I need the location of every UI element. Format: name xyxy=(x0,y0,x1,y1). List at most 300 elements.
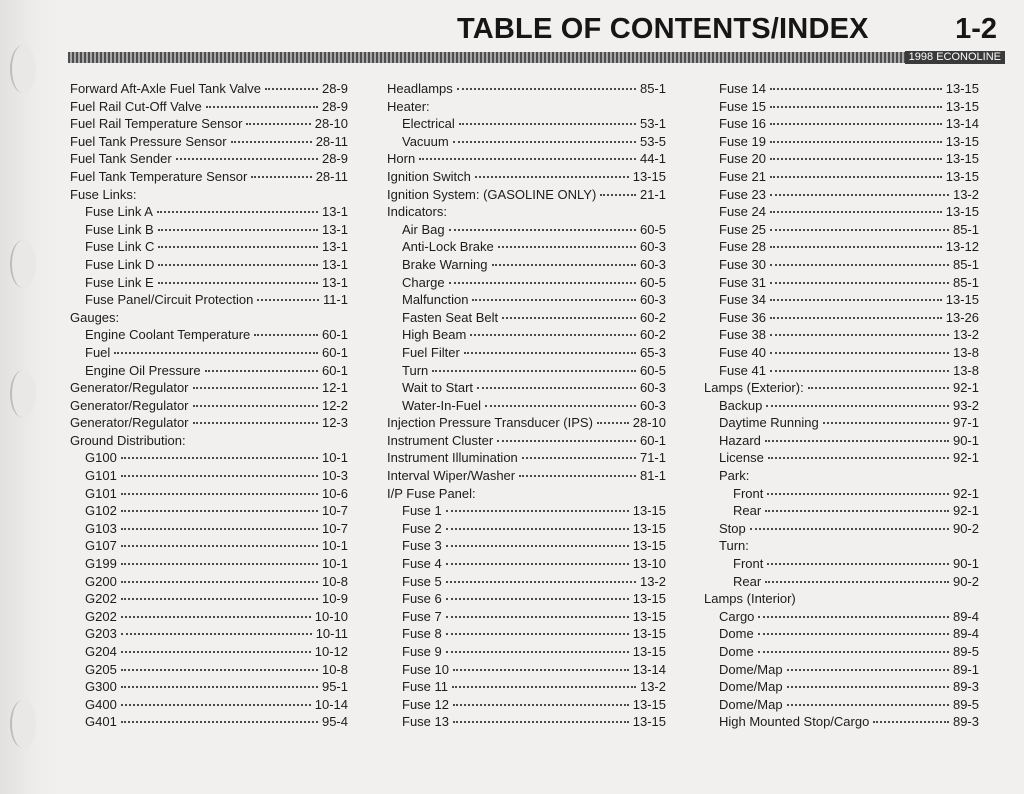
index-entry-page: 10-1 xyxy=(321,538,348,554)
dot-leader xyxy=(464,352,636,354)
dot-leader xyxy=(251,176,311,178)
dot-leader xyxy=(758,616,949,618)
index-entry-page: 13-15 xyxy=(632,608,666,624)
dot-leader xyxy=(265,88,318,90)
index-entry xyxy=(387,467,666,485)
dot-leader xyxy=(121,721,318,723)
index-entry xyxy=(704,221,979,239)
dot-leader xyxy=(470,334,636,336)
index-entry xyxy=(387,520,666,538)
index-entry xyxy=(387,608,666,626)
index-entry-label: Fuse 4 xyxy=(402,556,442,572)
dot-leader xyxy=(121,493,318,495)
index-entry-page: 92-1 xyxy=(952,450,979,466)
index-entry-label: Generator/Regulator xyxy=(70,380,189,396)
dot-leader xyxy=(206,106,318,108)
index-entry-page: 60-5 xyxy=(639,274,666,290)
index-entry-label: Gauges: xyxy=(70,309,120,325)
index-entry-label: G101 xyxy=(85,485,117,501)
index-entry-label: Cargo xyxy=(719,608,755,624)
index-entry-page: 89-5 xyxy=(952,696,979,712)
index-entry-page: 60-1 xyxy=(321,362,348,378)
index-entry-page: 13-15 xyxy=(945,133,979,149)
index-entry xyxy=(387,186,666,204)
dot-leader xyxy=(446,545,629,547)
index-entry-page: 13-2 xyxy=(639,679,666,695)
index-entry-page: 85-1 xyxy=(952,256,979,272)
dot-leader xyxy=(823,422,949,424)
index-entry xyxy=(70,678,348,696)
index-entry-label: Fuse Links: xyxy=(70,186,137,202)
index-entry-page: 10-1 xyxy=(321,556,348,572)
index-entry-page: 13-1 xyxy=(321,256,348,272)
index-entry xyxy=(70,661,348,679)
index-entry xyxy=(387,115,666,133)
index-entry-label: Fuse Panel/Circuit Protection xyxy=(85,292,254,308)
index-entry-label: Fuse 28 xyxy=(719,239,766,255)
index-entry xyxy=(70,362,348,380)
index-entry-page: 13-1 xyxy=(321,239,348,255)
index-entry xyxy=(704,186,979,204)
index-entry xyxy=(704,309,979,327)
index-entry-label: Fuse 6 xyxy=(402,591,442,607)
index-entry-page: 60-3 xyxy=(639,256,666,272)
dot-leader xyxy=(257,299,319,301)
dot-leader xyxy=(446,510,629,512)
dot-leader xyxy=(597,422,629,424)
dot-leader xyxy=(158,229,318,231)
dot-leader xyxy=(246,123,310,125)
index-entry-label: Electrical xyxy=(402,116,455,132)
dot-leader xyxy=(770,370,949,372)
index-entry-page: 89-1 xyxy=(952,661,979,677)
index-entry-page: 13-15 xyxy=(632,714,666,730)
index-entry xyxy=(70,115,348,133)
index-entry-label: G300 xyxy=(85,679,117,695)
dot-leader xyxy=(121,475,318,477)
dot-leader xyxy=(770,317,942,319)
index-entry-label: Engine Oil Pressure xyxy=(85,362,201,378)
index-entry-label: Fuse 1 xyxy=(402,503,442,519)
dot-leader xyxy=(770,194,949,196)
index-entry xyxy=(704,449,979,467)
index-entry-label: Fuse 21 xyxy=(719,168,766,184)
index-entry-page: 10-14 xyxy=(314,696,348,712)
index-entry-page: 28-9 xyxy=(321,81,348,96)
index-entry-label: High Mounted Stop/Cargo xyxy=(719,714,870,730)
index-entry xyxy=(387,362,666,380)
index-entry xyxy=(704,537,979,555)
index-entry xyxy=(70,256,348,274)
index-entry-label: Fuse 9 xyxy=(402,644,442,659)
index-entry-label: Engine Coolant Temperature xyxy=(85,327,251,343)
index-entry xyxy=(70,150,348,168)
dot-leader xyxy=(121,669,318,671)
index-entry xyxy=(387,238,666,256)
index-entry-page: 13-15 xyxy=(632,696,666,712)
index-entry-page: 92-1 xyxy=(952,503,979,519)
dot-leader xyxy=(758,651,949,653)
index-entry-label: Fuse 36 xyxy=(719,309,766,325)
index-entry-page: 53-5 xyxy=(639,133,666,149)
index-entry-page: 10-7 xyxy=(321,520,348,536)
index-entry-label: Fuse 19 xyxy=(719,133,766,149)
dot-leader xyxy=(770,141,942,143)
dot-leader xyxy=(121,598,318,600)
index-entry xyxy=(704,661,979,679)
index-entry-page: 89-5 xyxy=(952,644,979,659)
dot-leader xyxy=(477,387,636,389)
index-entry-label: Lamps (Interior) xyxy=(704,591,796,607)
index-entry-label: Fuel Tank Temperature Sensor xyxy=(70,168,248,184)
index-entry xyxy=(704,98,979,116)
dot-leader xyxy=(770,158,942,160)
index-entry-label: Generator/Regulator xyxy=(70,415,189,431)
index-entry-label: Fuse 15 xyxy=(719,98,766,114)
index-entry-label: G199 xyxy=(85,556,117,572)
index-entry xyxy=(70,168,348,186)
index-entry-label: Anti-Lock Brake xyxy=(402,239,494,255)
dot-leader xyxy=(446,616,629,618)
index-entry-label: Fuse 7 xyxy=(402,608,442,624)
index-entry-page: 85-1 xyxy=(639,81,666,96)
index-entry xyxy=(704,238,979,256)
index-entry-label: Fuse 5 xyxy=(402,573,442,589)
dot-leader xyxy=(472,299,635,301)
index-entry xyxy=(70,379,348,397)
index-entry-page: 71-1 xyxy=(639,450,666,466)
index-entry-page: 13-15 xyxy=(632,591,666,607)
index-entry xyxy=(387,309,666,327)
index-entry-page: 60-3 xyxy=(639,380,666,396)
index-entry xyxy=(704,432,979,450)
index-entry-label: Fuse 3 xyxy=(402,538,442,554)
index-entry xyxy=(387,661,666,679)
index-entry xyxy=(704,362,979,380)
binder-hole xyxy=(10,700,36,748)
dot-leader xyxy=(498,246,636,248)
index-entry-page: 13-1 xyxy=(321,221,348,237)
index-entry-label: Fasten Seat Belt xyxy=(402,309,499,325)
index-entry xyxy=(70,555,348,573)
dot-leader xyxy=(121,616,311,618)
dot-leader xyxy=(432,370,636,372)
dot-leader xyxy=(158,282,318,284)
dot-leader xyxy=(770,211,942,213)
index-entry xyxy=(387,168,666,186)
dot-leader xyxy=(767,563,949,565)
index-entry xyxy=(704,713,979,731)
index-entry xyxy=(70,274,348,292)
index-entry-label: G100 xyxy=(85,450,117,466)
index-entry xyxy=(70,485,348,503)
dot-leader xyxy=(770,299,942,301)
index-entry-label: Fuse 13 xyxy=(402,714,449,730)
index-entry-page: 89-4 xyxy=(952,626,979,642)
index-entry-page: 90-1 xyxy=(952,432,979,448)
index-entry-page: 90-1 xyxy=(952,556,979,572)
dot-leader xyxy=(519,475,636,477)
dot-leader xyxy=(787,669,949,671)
dot-leader xyxy=(459,123,636,125)
index-entry xyxy=(70,98,348,116)
index-entry xyxy=(387,432,666,450)
dot-leader xyxy=(452,686,636,688)
dot-leader xyxy=(157,211,318,213)
dot-leader xyxy=(453,721,629,723)
index-entry xyxy=(387,625,666,643)
dot-leader xyxy=(873,721,949,723)
index-entry-label: G202 xyxy=(85,591,117,607)
index-entry xyxy=(70,133,348,151)
index-entry xyxy=(387,274,666,292)
index-entry-label: Indicators: xyxy=(387,204,447,220)
index-entry xyxy=(704,168,979,186)
dot-leader xyxy=(121,704,311,706)
index-entry-label: Dome xyxy=(719,644,754,659)
dot-leader xyxy=(121,563,318,565)
dot-leader xyxy=(446,528,629,530)
dot-leader xyxy=(600,194,636,196)
index-entry-page: 92-1 xyxy=(952,485,979,501)
index-entry xyxy=(70,696,348,714)
index-entry-page: 13-15 xyxy=(945,151,979,167)
index-entry-page: 44-1 xyxy=(639,151,666,167)
dot-leader xyxy=(787,686,949,688)
index-entry-page: 13-14 xyxy=(945,116,979,132)
dot-leader xyxy=(765,510,949,512)
index-entry-page: 60-1 xyxy=(639,432,666,448)
index-entry-label: Fuse 30 xyxy=(719,256,766,272)
index-entry-label: G400 xyxy=(85,696,117,712)
dot-leader xyxy=(492,264,636,266)
index-entry-page: 93-2 xyxy=(952,397,979,413)
dot-leader xyxy=(787,704,949,706)
index-entry xyxy=(387,555,666,573)
index-entry xyxy=(387,696,666,714)
index-entry-page: 60-3 xyxy=(639,397,666,413)
index-entry xyxy=(387,98,666,116)
binder-edge xyxy=(0,0,60,794)
index-entry-label: Turn xyxy=(402,362,429,378)
index-entry-label: G204 xyxy=(85,644,117,659)
index-entry-label: Rear xyxy=(733,503,762,519)
index-entry-page: 11-1 xyxy=(322,292,348,308)
index-entry-page: 60-1 xyxy=(321,344,348,360)
index-entry-label: Fuse 2 xyxy=(402,520,442,536)
index-entry xyxy=(70,414,348,432)
index-entry xyxy=(387,502,666,520)
index-entry-label: Heater: xyxy=(387,98,430,114)
index-entry-label: G202 xyxy=(85,608,117,624)
index-entry xyxy=(387,590,666,608)
index-entry-label: Rear xyxy=(733,573,762,589)
dot-leader xyxy=(121,686,318,688)
index-entry-label: Instrument Cluster xyxy=(387,432,494,448)
dot-leader xyxy=(770,282,949,284)
index-entry xyxy=(387,291,666,309)
index-entry-page: 28-9 xyxy=(321,151,348,167)
page-number: 1-2 xyxy=(955,13,997,45)
dot-leader xyxy=(121,510,318,512)
index-entry-page: 81-1 xyxy=(639,468,666,484)
index-entry-label: License xyxy=(719,450,764,466)
index-entry-page: 53-1 xyxy=(639,116,666,132)
index-entry xyxy=(387,449,666,467)
dot-leader xyxy=(770,352,949,354)
index-entry-label: G101 xyxy=(85,468,117,484)
index-entry xyxy=(704,502,979,520)
index-entry-label: Interval Wiper/Washer xyxy=(387,468,516,484)
page-title: TABLE OF CONTENTS/INDEX xyxy=(457,13,869,45)
index-entry-label: Front xyxy=(733,556,764,572)
dot-leader xyxy=(449,229,636,231)
index-entry xyxy=(387,379,666,397)
index-entry xyxy=(704,643,979,661)
dot-leader xyxy=(808,387,949,389)
index-entry-label: Fuse 25 xyxy=(719,221,766,237)
dot-leader xyxy=(193,387,318,389)
index-entry xyxy=(70,537,348,555)
index-entry-label: Dome/Map xyxy=(719,661,783,677)
index-entry-label: Fuse 23 xyxy=(719,186,766,202)
index-entry-label: Wait to Start xyxy=(402,380,474,396)
index-entry xyxy=(70,326,348,344)
dot-leader xyxy=(750,528,949,530)
dot-leader xyxy=(158,264,318,266)
dot-leader xyxy=(770,246,942,248)
index-column-2 xyxy=(387,80,666,731)
dot-leader xyxy=(453,669,629,671)
index-entry xyxy=(387,133,666,151)
index-entry xyxy=(704,520,979,538)
index-entry-page: 12-1 xyxy=(321,380,348,396)
index-entry-page: 10-8 xyxy=(321,661,348,677)
index-entry-label: Fuse 12 xyxy=(402,696,449,712)
index-entry xyxy=(387,344,666,362)
index-entry-page: 13-15 xyxy=(632,503,666,519)
index-entry-label: Lamps (Exterior): xyxy=(704,380,804,396)
index-entry-page: 10-1 xyxy=(321,450,348,466)
dot-leader xyxy=(770,334,949,336)
index-entry xyxy=(387,678,666,696)
index-entry xyxy=(70,713,348,731)
index-entry-label: Headlamps xyxy=(387,81,453,96)
dot-leader xyxy=(121,545,318,547)
index-entry xyxy=(704,80,979,98)
dot-leader xyxy=(485,405,636,407)
dot-leader xyxy=(770,176,942,178)
index-entry-label: Vacuum xyxy=(402,133,449,149)
index-entry xyxy=(704,274,979,292)
dot-leader xyxy=(770,264,949,266)
dot-leader xyxy=(121,457,318,459)
index-entry-page: 89-4 xyxy=(952,608,979,624)
index-entry xyxy=(704,608,979,626)
index-entry-page: 21-1 xyxy=(639,186,666,202)
index-entry-page: 13-15 xyxy=(945,204,979,220)
index-entry-page: 60-5 xyxy=(639,362,666,378)
index-entry-label: G401 xyxy=(85,714,117,730)
index-entry-page: 90-2 xyxy=(952,520,979,536)
index-entry-page: 95-4 xyxy=(321,714,348,730)
index-entry-label: Injection Pressure Transducer (IPS) xyxy=(387,415,593,431)
index-entry-page: 85-1 xyxy=(952,221,979,237)
index-entry xyxy=(70,643,348,661)
index-entry-label: Fuse Link D xyxy=(85,256,155,272)
dot-leader xyxy=(765,581,949,583)
index-entry-page: 28-11 xyxy=(315,168,348,184)
index-entry xyxy=(704,133,979,151)
index-entry-label: Daytime Running xyxy=(719,415,819,431)
index-entry xyxy=(704,573,979,591)
index-column-3 xyxy=(704,80,979,731)
index-entry-page: 13-15 xyxy=(632,626,666,642)
index-entry-label: Ignition Switch xyxy=(387,168,471,184)
index-column-1 xyxy=(70,80,348,731)
index-entry xyxy=(704,344,979,362)
index-entry-label: Fuse 31 xyxy=(719,274,766,290)
index-entry-page: 10-8 xyxy=(321,573,348,589)
index-entry-label: Fuel Rail Cut-Off Valve xyxy=(70,98,202,114)
index-entry-label: G203 xyxy=(85,626,117,642)
index-entry-page: 65-3 xyxy=(639,344,666,360)
index-entry-page: 13-15 xyxy=(632,520,666,536)
index-entry-page: 28-11 xyxy=(315,133,348,149)
index-entry-label: Turn: xyxy=(719,538,749,554)
index-entry xyxy=(704,203,979,221)
index-entry-label: Fuse 41 xyxy=(719,362,766,378)
index-entry-page: 10-7 xyxy=(321,503,348,519)
index-entry-label: Fuel Tank Sender xyxy=(70,151,172,167)
index-entry-page: 13-26 xyxy=(945,309,979,325)
index-entry-label: G103 xyxy=(85,520,117,536)
index-entry xyxy=(704,291,979,309)
index-entry-page: 13-15 xyxy=(945,292,979,308)
index-entry-page: 13-1 xyxy=(321,274,348,290)
index-entry-page: 28-10 xyxy=(314,116,348,132)
index-entry-page: 13-15 xyxy=(632,644,666,659)
index-entry xyxy=(70,432,348,450)
dot-leader xyxy=(770,88,942,90)
index-entry xyxy=(70,397,348,415)
dot-leader xyxy=(770,229,949,231)
index-entry-page: 10-6 xyxy=(321,485,348,501)
index-entry xyxy=(387,713,666,731)
index-entry-page: 89-3 xyxy=(952,714,979,730)
index-entry-page: 10-11 xyxy=(315,626,348,642)
index-entry-label: Fuse 16 xyxy=(719,116,766,132)
index-entry-page: 60-3 xyxy=(639,292,666,308)
binder-hole xyxy=(10,370,36,418)
index-entry xyxy=(70,238,348,256)
dot-leader xyxy=(193,405,318,407)
index-entry-page: 95-1 xyxy=(321,679,348,695)
index-entry-label: Instrument Illumination xyxy=(387,450,518,466)
index-entry-page: 13-1 xyxy=(321,204,348,220)
binder-hole xyxy=(10,240,36,288)
dot-leader xyxy=(768,457,949,459)
index-entry-label: Backup xyxy=(719,397,763,413)
index-entry-page: 90-2 xyxy=(952,573,979,589)
dot-leader xyxy=(446,651,629,653)
index-entry-label: High Beam xyxy=(402,327,467,343)
index-entry xyxy=(387,221,666,239)
index-entry-label: Water-In-Fuel xyxy=(402,397,481,413)
index-entry xyxy=(704,379,979,397)
index-entry xyxy=(387,643,666,661)
index-entry-page: 60-5 xyxy=(639,221,666,237)
